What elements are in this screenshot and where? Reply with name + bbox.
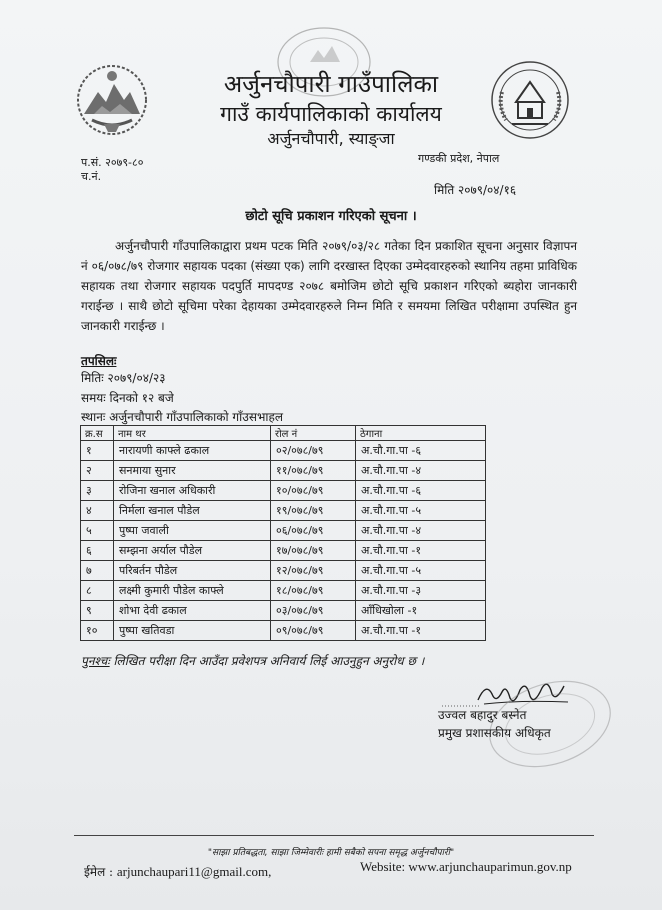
header-roll: रोल नं — [271, 426, 356, 441]
table-row — [81, 461, 486, 481]
footer-slogan: "साझा प्रतिबद्धता, साझा जिम्मेवारीः हामी सबैको सपना समृद्ध अर्जुनचौपारी" — [207, 848, 455, 858]
header-serial: क्र.स — [81, 426, 114, 441]
table-row — [81, 501, 486, 521]
cell-roll: ०३/०७८/७९ — [271, 601, 356, 621]
province-label: गण्डकी प्रदेश, नेपाल — [418, 152, 500, 165]
header-address: ठेगाना — [356, 426, 486, 441]
reference-number: प.सं. २०७९-८० — [81, 156, 144, 169]
postscript-label: पुनश्चः — [81, 654, 110, 668]
cell-roll: ०९/०७८/७९ — [271, 621, 356, 641]
cell-roll: १९/०७८/७९ — [271, 501, 356, 521]
cell-serial: ६ — [81, 541, 114, 561]
website-link[interactable]: www.arjunchauparimun.gov.np — [408, 859, 572, 874]
cell-serial: १० — [81, 621, 114, 641]
cell-serial: ५ — [81, 521, 114, 541]
cell-roll: ११/०७८/७९ — [271, 461, 356, 481]
dispatch-number: च.नं. — [81, 170, 102, 183]
cell-serial: ४ — [81, 501, 114, 521]
cell-address: अ.चौ.गा.पा -४ — [356, 461, 486, 481]
cell-address: अ.चौ.गा.पा -५ — [356, 501, 486, 521]
cell-address: आँधिखोला -१ — [356, 601, 486, 621]
cell-name: पुष्पा खतिवडा — [114, 621, 271, 641]
office-subtitle: गाउँ कार्यपालिकाको कार्यालय — [220, 102, 442, 126]
cell-address: अ.चौ.गा.पा -१ — [356, 541, 486, 561]
candidate-table — [80, 425, 486, 641]
email-link[interactable]: arjunchaupari11@gmail.com, — [116, 864, 272, 879]
table-row — [81, 521, 486, 541]
website-label: Website: — [360, 859, 406, 874]
notice-body: अर्जुनचौपारी गाँउपालिकाद्वारा प्रथम पटक मिति २०७९/०३/२८ गतेका दिन प्रकाशित सूचना अनुसार विज्ञापन नं ०६/०७८/७९ रोजगार सहायक पदका (संख्या एक) लागि दरखास्त दिएका उम्मेदवारहरुको स्थानिय तहमा प्राविधिक सहायक तथा रोजगार सहायक पदपुर्ति मापदण्ड २०७८ बमोजिम छोटो सूचि प्रकाशन गरिएको ब्यहोरा जानकारी गराईन्छ । साथै छोटो सूचिमा परेका देहायका उम्मेदवारहरुले निम्न मिति र समयमा लिखित परीक्षामा उपस्थित हुन जानकारी गराईन्छ । — [81, 239, 577, 333]
cell-name: सनमाया सुनार — [114, 461, 271, 481]
cell-name: नारायणी काफ्ले ढकाल — [114, 441, 271, 461]
cell-name: शोभा देवी ढकाल — [114, 601, 271, 621]
cell-serial: ७ — [81, 561, 114, 581]
table-row — [81, 621, 486, 641]
cell-roll: १७/०७८/७९ — [271, 541, 356, 561]
table-row — [81, 581, 486, 601]
header-name: नाम थर — [114, 426, 271, 441]
office-name: अर्जुनचौपारी गाउँपालिका — [223, 70, 439, 98]
postscript-note — [81, 652, 424, 669]
footer-website — [360, 859, 572, 875]
footer-divider — [74, 835, 594, 836]
table-row — [81, 541, 486, 561]
exam-venue: स्थानः अर्जुनचौपारी गाँउपालिकाको गाँउसभाहल — [81, 410, 283, 424]
exam-time: समयः दिनको १२ बजे — [81, 391, 174, 405]
cell-address: अ.चौ.गा.पा -५ — [356, 561, 486, 581]
table-row — [81, 601, 486, 621]
table-row — [81, 441, 486, 461]
cell-address: अ.चौ.गा.पा -४ — [356, 521, 486, 541]
cell-address: अ.चौ.गा.पा -३ — [356, 581, 486, 601]
footer-email — [84, 863, 271, 880]
cell-roll: १२/०७८/७९ — [271, 561, 356, 581]
details-title: तपसिलः — [81, 354, 117, 368]
table-header-row — [81, 426, 486, 441]
exam-date: मितिः २०७९/०४/२३ — [81, 371, 166, 385]
cell-roll: ०२/०७८/७९ — [271, 441, 356, 461]
table-row — [81, 481, 486, 501]
cell-roll: ०६/०७८/७९ — [271, 521, 356, 541]
cell-name: परिबर्तन पौडेल — [114, 561, 271, 581]
signatory-title: प्रमुख प्रशासकीय अधिकृत — [438, 726, 551, 740]
cell-address: अ.चौ.गा.पा -६ — [356, 441, 486, 461]
table-row — [81, 561, 486, 581]
email-label: ईमेल : — [84, 865, 114, 879]
cell-name: पुष्पा जवाली — [114, 521, 271, 541]
cell-name: रोजिना खनाल अधिकारी — [114, 481, 271, 501]
cell-serial: ३ — [81, 481, 114, 501]
cell-address: अ.चौ.गा.पा -६ — [356, 481, 486, 501]
cell-roll: १०/०७८/७९ — [271, 481, 356, 501]
cell-name: सम्झना अर्याल पौडेल — [114, 541, 271, 561]
signatory-name: उज्वल बहादुर बस्नेत — [438, 708, 527, 722]
cell-serial: १ — [81, 441, 114, 461]
notice-date: मिति २०७९/०४/१६ — [434, 183, 517, 197]
notice-subject: छोटो सूचि प्रकाशन गरिएको सूचना । — [245, 209, 417, 224]
cell-name: निर्मला खनाल पौडेल — [114, 501, 271, 521]
office-address: अर्जुनचौपारी, स्याङ्जा — [267, 129, 395, 148]
cell-roll: १८/०७८/७९ — [271, 581, 356, 601]
postscript-text: लिखित परीक्षा दिन आउँदा प्रवेशपत्र अनिवार्य लिई आउनुहुन अनुरोध छ । — [113, 654, 425, 668]
cell-serial: ९ — [81, 601, 114, 621]
cell-serial: ८ — [81, 581, 114, 601]
cell-name: लक्ष्मी कुमारी पौडेल काफ्ले — [114, 581, 271, 601]
cell-address: अ.चौ.गा.पा -१ — [356, 621, 486, 641]
cell-serial: २ — [81, 461, 114, 481]
